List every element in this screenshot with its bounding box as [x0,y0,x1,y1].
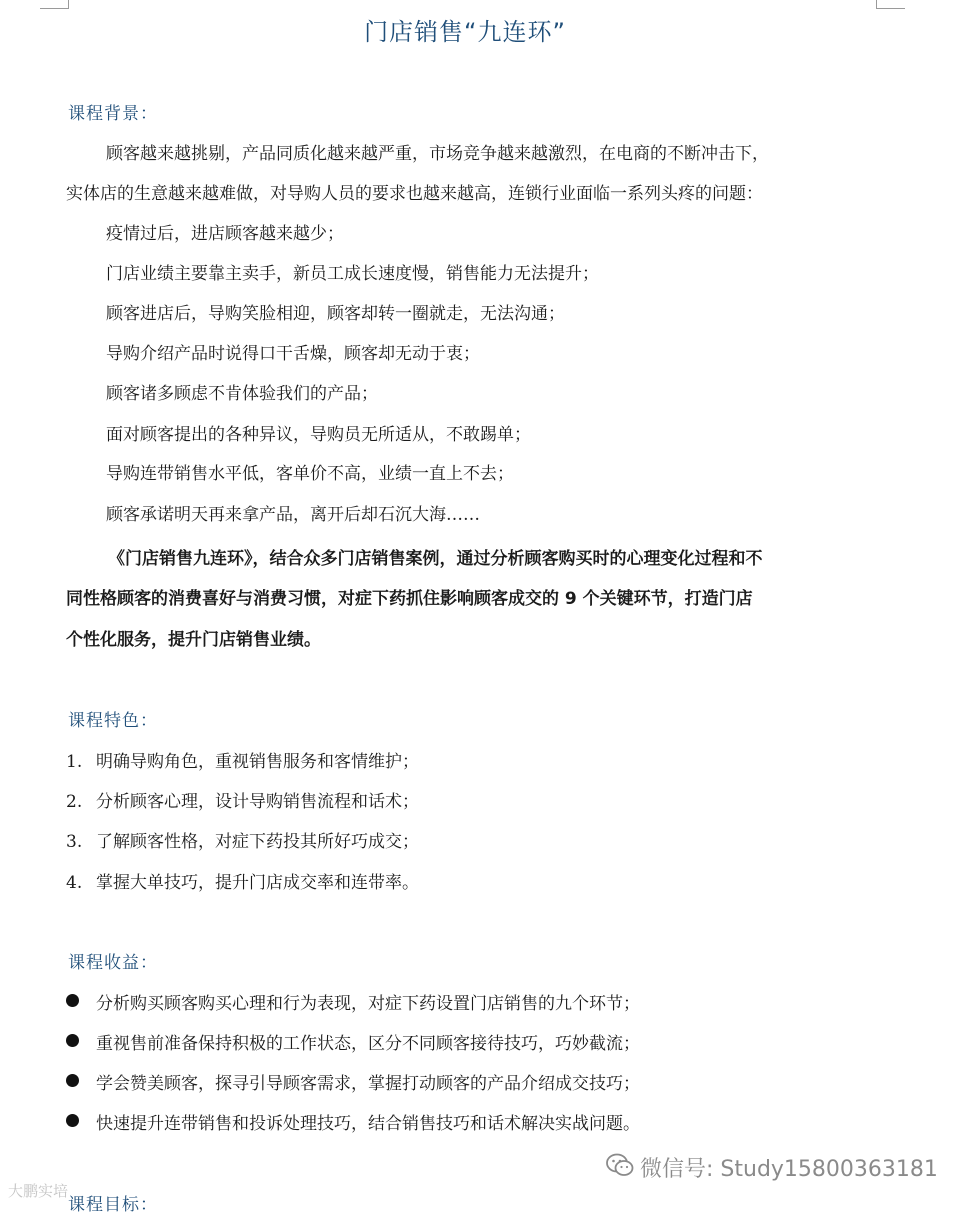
section-heading-benefits: 课程收益： [68,953,158,973]
bullet-icon [66,1034,79,1047]
benefit-item: 分析购买顾客购买心理和行为表现，对症下药设置门店销售的九个环节； [96,994,640,1014]
benefit-item: 快速提升连带销售和投诉处理技巧，结合销售技巧和话术解决实战问题。 [96,1114,640,1134]
problem-item: 顾客诸多顾虑不肯体验我们的产品； [106,384,378,404]
wechat-icon [606,1152,634,1178]
feature-number: 1. [66,752,83,772]
document-title: 门店销售“九连环” [364,18,566,46]
feature-number: 4. [66,873,83,893]
benefit-item: 学会赞美顾客，探寻引导顾客需求，掌握打动顾客的产品介绍成交技巧； [96,1074,640,1094]
problem-item: 顾客进店后，导购笑脸相迎，顾客却转一圈就走，无法沟通； [106,304,565,324]
page-corner-mark-left [40,0,69,9]
benefit-item: 重视售前准备保持积极的工作状态，区分不同顾客接待技巧，巧妙截流； [96,1034,640,1054]
feature-item [66,868,419,893]
bullet-icon [66,994,79,1007]
feature-item [66,787,419,812]
problem-item: 疫情过后，进店顾客越来越少； [106,224,344,244]
feature-number: 2. [66,792,83,812]
feature-item [66,827,419,852]
summary-line-1: 《门店销售九连环》，结合众多门店销售案例，通过分析顾客购买时的心理变化过程和不 [108,549,763,569]
problem-item: 门店业绩主要靠主卖手，新员工成长速度慢，销售能力无法提升； [106,264,599,284]
watermark-logo: 大鹏实培 [8,1182,69,1200]
problem-item: 导购连带销售水平低，客单价不高，业绩一直上不去； [106,464,514,484]
background-paragraph-line-1: 顾客越来越挑剔，产品同质化越来越严重，市场竞争越来越激烈，在电商的不断冲击下， [106,144,769,164]
background-paragraph-line-2: 实体店的生意越来越难做，对导购人员的要求也越来越高，连锁行业面临一系列头疼的问题： [66,184,763,204]
feature-number: 3. [66,832,83,852]
feature-item [66,747,419,772]
summary-line-2: 同性格顾客的消费喜好与消费习惯，对症下药抓住影响顾客成交的 9 个关键环节，打造门店 [66,589,753,609]
bullet-icon [66,1074,79,1087]
page-corner-mark-right [876,0,905,9]
problem-item: 面对顾客提出的各种异议，导购员无所适从，不敢踢单； [106,425,531,445]
bullet-icon [66,1114,79,1127]
feature-text: 明确导购角色，重视销售服务和客情维护； [96,752,419,772]
problem-item: 导购介绍产品时说得口干舌燥，顾客却无动于衷； [106,344,480,364]
wechat-id-watermark: 微信号: Study15800363181 [640,1157,938,1182]
summary-line-3: 个性化服务，提升门店销售业绩。 [66,630,321,650]
section-heading-goals: 课程目标： [68,1195,158,1215]
feature-text: 掌握大单技巧，提升门店成交率和连带率。 [96,873,419,893]
section-heading-background: 课程背景： [68,104,158,124]
section-heading-features: 课程特色： [68,711,158,731]
feature-text: 分析顾客心理，设计导购销售流程和话术； [96,792,419,812]
problem-item: 顾客承诺明天再来拿产品，离开后却石沉大海…… [106,505,480,525]
feature-text: 了解顾客性格，对症下药投其所好巧成交； [96,832,419,852]
